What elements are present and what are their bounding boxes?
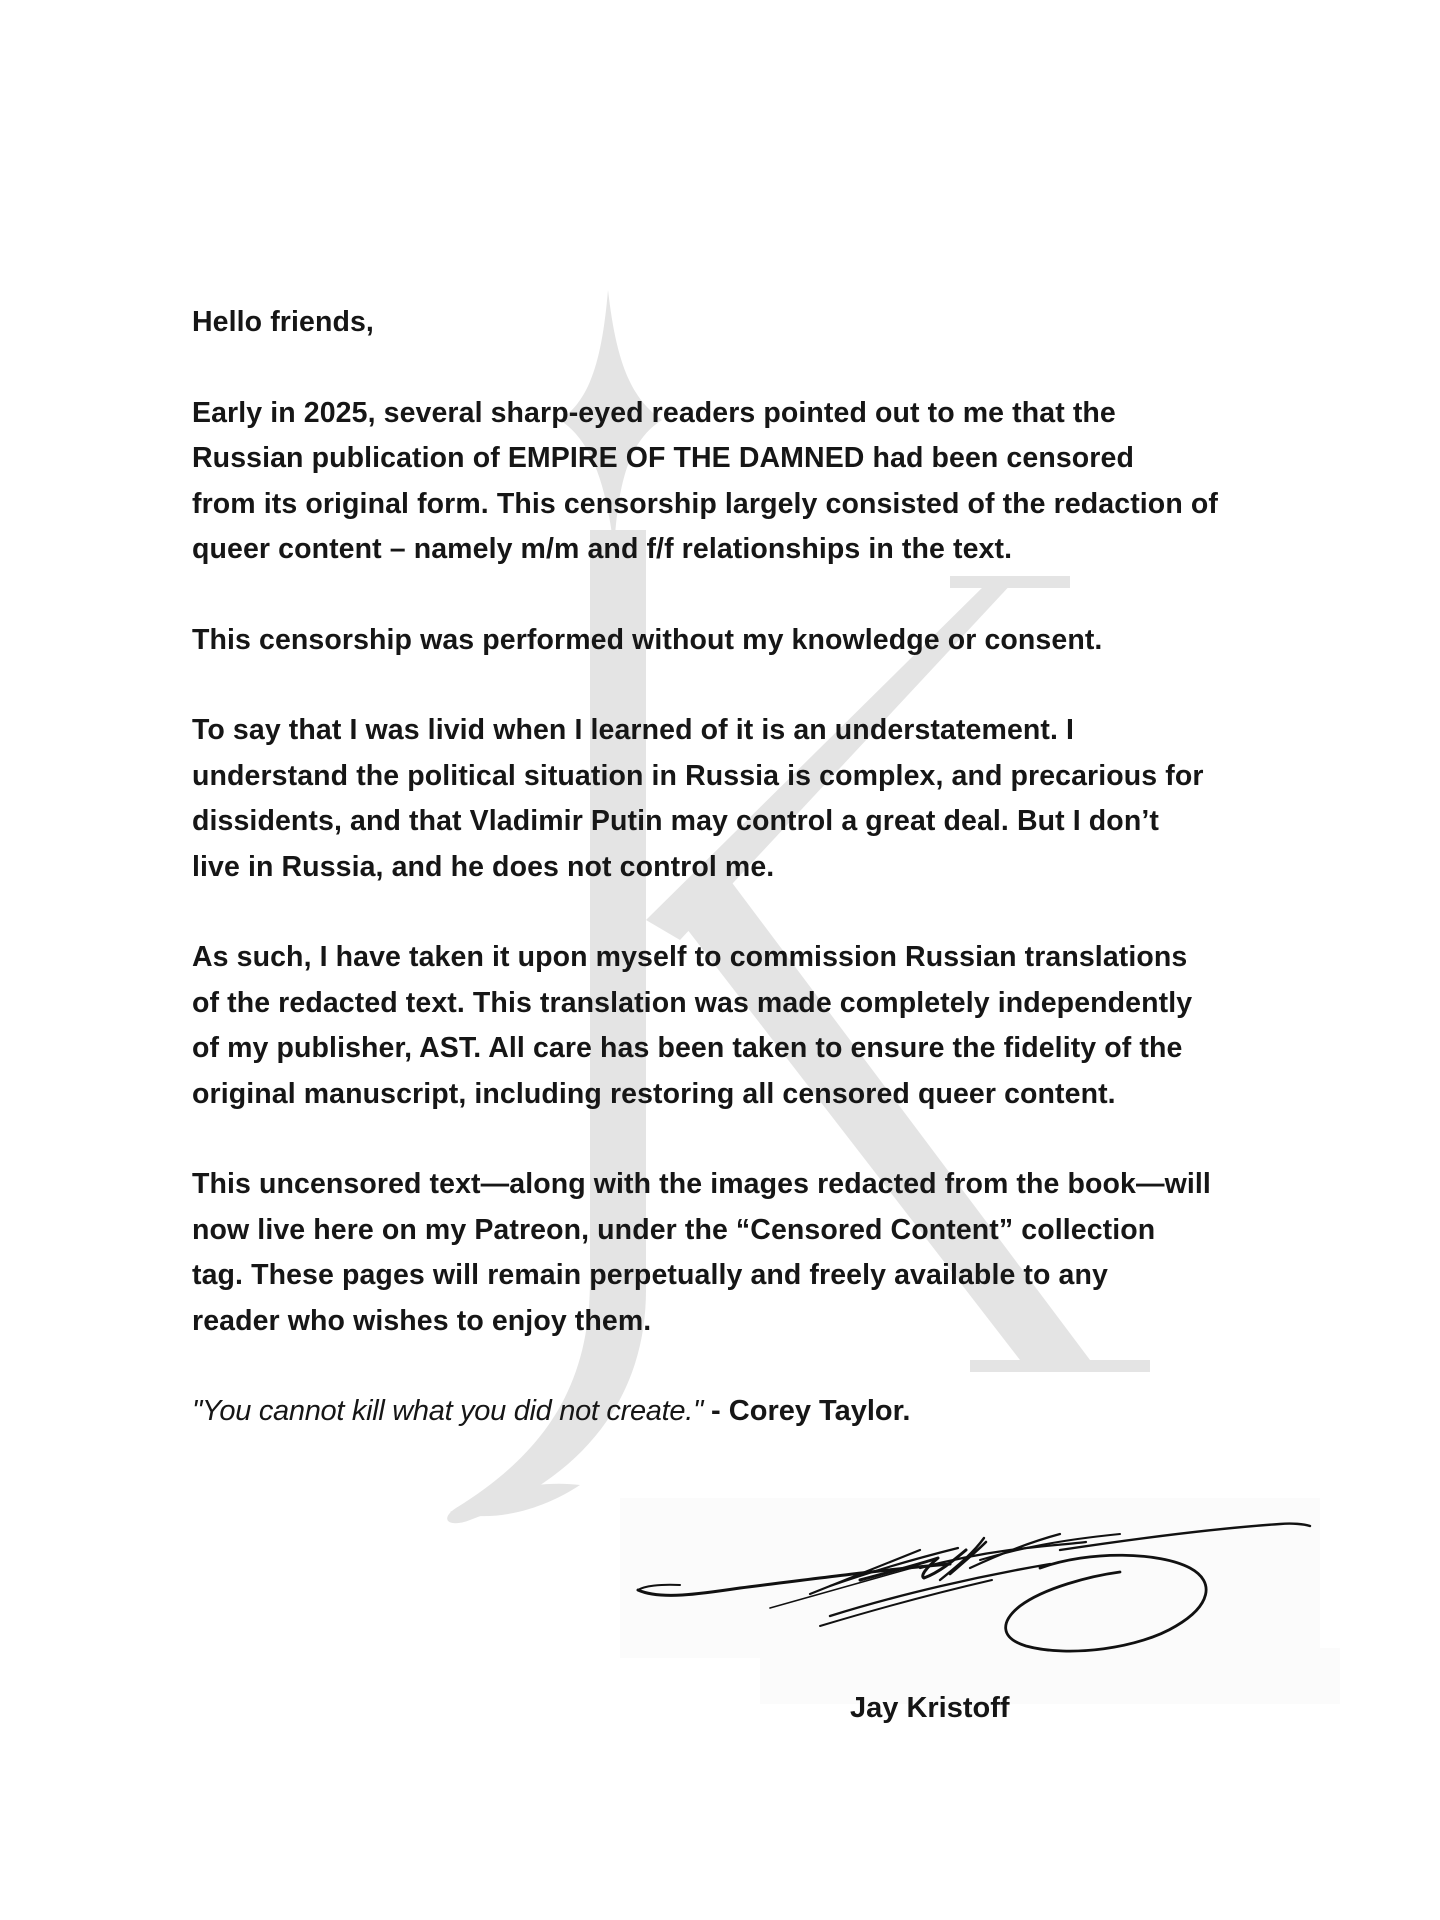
quote-attribution: Corey Taylor. — [728, 1395, 911, 1427]
paragraph-livid: To say that I was livid when I learned of it is an understatement. I understand the political situation in Russia is complex, and precarious for dissidents, and that Vladimir Putin may control a great deal. But I don’t live in Russia, and he does not control me. — [192, 714, 1204, 883]
paragraph-translations: As such, I have taken it upon myself to commission Russian translations of the redacted text. This translation was made completely independently of my publisher, AST. All care has been taken to ensure the fidelity of the original manuscript, including restoring all censored queer content. — [192, 941, 1193, 1110]
handwritten-signature — [620, 1498, 1340, 1713]
letter-body — [192, 300, 1292, 1434]
quote-separator: - — [711, 1395, 721, 1427]
author-name: Jay Kristoff — [850, 1692, 1010, 1724]
quote-text: "You cannot kill what you did not create." — [192, 1395, 703, 1427]
paragraph-censorship-discovered: Early in 2025, several sharp-eyed readers pointed out to me that the Russian publication of EMPIRE OF THE DAMNED had been censored from its original form. This censorship largely consisted of the redaction of queer content – namely m/m and f/f relationships in the text. — [192, 396, 1218, 565]
greeting: Hello friends, — [192, 306, 374, 338]
paragraph-no-consent: This censorship was performed without my knowledge or consent. — [192, 623, 1103, 656]
quote-line — [192, 1389, 1292, 1434]
signature-block — [620, 1498, 1340, 1713]
paragraph-patreon: This uncensored text—along with the images redacted from the book—will now live here on my Patreon, under the “Censored Content” collection tag. These pages will remain perpetually and freely available to any reader who wishes to enjoy them. — [192, 1168, 1211, 1337]
